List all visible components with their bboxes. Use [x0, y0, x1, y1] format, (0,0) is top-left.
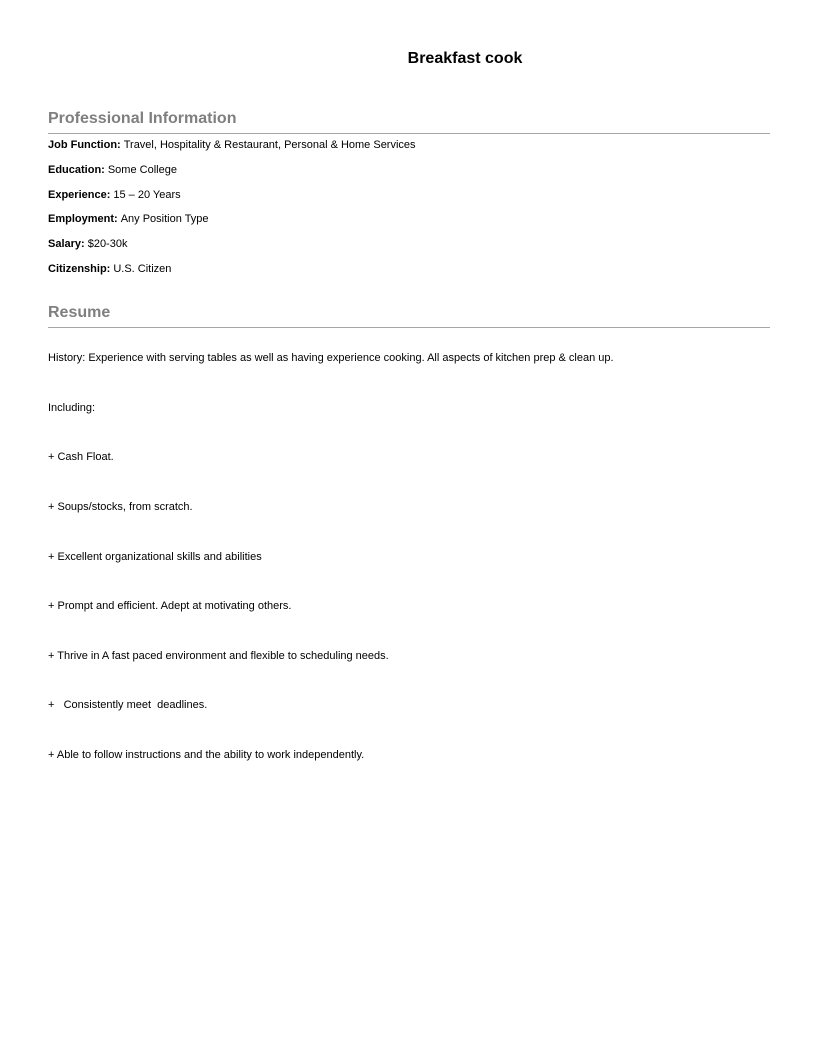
- resume-list: [48, 348, 770, 795]
- section-heading-professional-information: Professional Information: [48, 108, 770, 134]
- resume-bullet: + Consistently meet deadlines.: [48, 699, 208, 712]
- info-row-employment: [48, 210, 770, 235]
- info-row-salary: [48, 235, 770, 260]
- info-label: Education:: [48, 163, 105, 176]
- info-value: Any Position Type: [120, 213, 209, 226]
- resume-bullet: + Soups/stocks, from scratch.: [48, 500, 193, 513]
- info-label: Citizenship:: [48, 262, 111, 275]
- info-row-citizenship: [48, 260, 770, 285]
- info-row-experience: [48, 186, 770, 211]
- info-value: $20-30k: [87, 238, 128, 251]
- info-row-job-function: [48, 136, 770, 161]
- info-label: Salary:: [48, 238, 85, 251]
- professional-info-list: [48, 136, 770, 285]
- info-value: Travel, Hospitality & Restaurant, Personal & Home Services: [123, 139, 416, 151]
- info-label: Job Function:: [48, 139, 121, 151]
- resume-history: History: Experience with serving tables as well as having experience cooking. All aspects of kitchen prep & clean up.: [48, 352, 614, 364]
- resume-bullet: + Thrive in A fast paced environment and flexible to scheduling needs.: [48, 649, 389, 662]
- info-value: Some College: [107, 163, 177, 176]
- info-value: 15 – 20 Years: [113, 188, 181, 201]
- info-value: U.S. Citizen: [113, 262, 172, 275]
- resume-including: Including:: [48, 401, 96, 414]
- resume-bullet: + Excellent organizational skills and abilities: [48, 550, 262, 563]
- resume-bullet: + Able to follow instructions and the ability to work independently.: [48, 749, 365, 762]
- section-heading-resume: Resume: [48, 302, 770, 328]
- page-title: Breakfast cook: [407, 50, 523, 67]
- resume-bullet: + Cash Float.: [48, 451, 114, 464]
- resume-bullet: + Prompt and efficient. Adept at motivating others.: [48, 600, 292, 613]
- info-row-education: [48, 161, 770, 186]
- info-label: Employment:: [48, 213, 118, 226]
- info-label: Experience:: [48, 188, 111, 201]
